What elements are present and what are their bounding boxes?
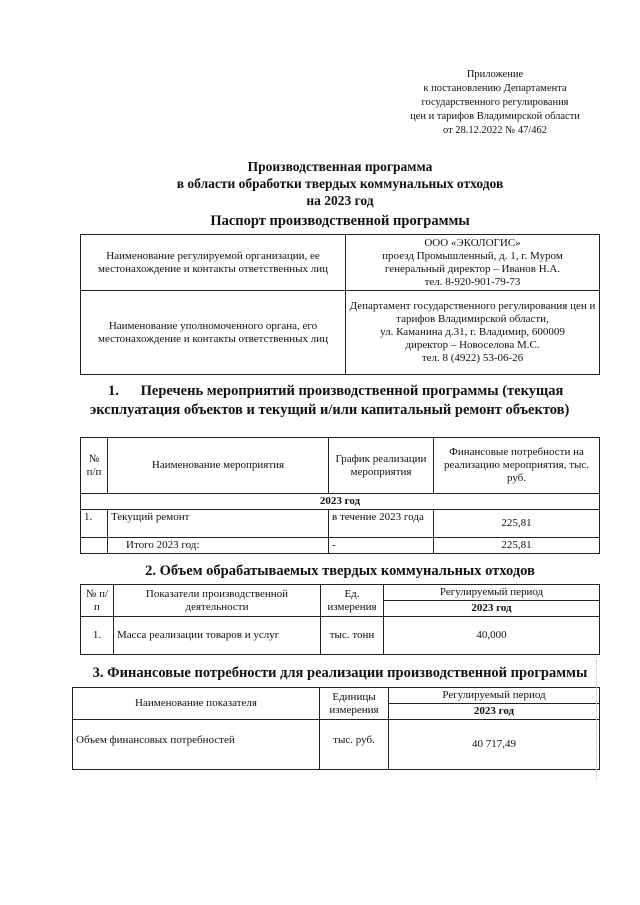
cell-num: 1.: [81, 617, 114, 655]
header-unit: Единицы измерения: [320, 688, 389, 720]
header-num: № п/п: [81, 438, 108, 494]
header-period: Регулируемый период: [384, 585, 600, 601]
passport-label: Наименование регулируемой организации, ее местонахождение и контакты ответственных лиц: [81, 235, 346, 291]
total-label: Итого 2023 год:: [108, 538, 329, 554]
table-row: [81, 538, 600, 554]
header-indicator: Показатели производственной деятельности: [114, 585, 321, 617]
section3-heading: 3. Финансовые потребности для реализации производственной программы: [92, 665, 588, 681]
header-finance: Финансовые потребности на реализацию мероприятия, тыс. руб.: [434, 438, 600, 494]
cell-num: [81, 538, 108, 554]
section1-heading-line: эксплуатация объектов и текущий и/или капитальный ремонт объектов): [90, 402, 570, 418]
passport-value: [346, 235, 600, 291]
header-name: Наименование мероприятия: [108, 438, 329, 494]
measures-table: [80, 437, 600, 554]
title-line: в области обработки твердых коммунальных отходов: [176, 176, 504, 191]
cell-value: 225,81: [434, 510, 600, 538]
total-value: 225,81: [434, 538, 600, 554]
passport-value-line: генеральный директор – Иванов Н.А.: [384, 262, 561, 275]
document-title: [80, 158, 600, 209]
header-year: 2023 год: [384, 601, 600, 617]
header-num: № п/п: [81, 585, 114, 617]
passport-value: [346, 291, 600, 375]
table-row: [81, 510, 600, 538]
cell-name: Объем финансовых потребностей: [73, 720, 320, 770]
passport-value-line: проезд Промышленный, д. 1, г. Муром: [382, 249, 563, 262]
passport-value-line: ООО «ЭКОЛОГИС»: [424, 236, 521, 249]
cell-unit: тыс. тонн: [321, 617, 384, 655]
cell-indicator: Масса реализации товаров и услуг: [114, 617, 321, 655]
finance-table: [72, 687, 600, 770]
section1-heading: [90, 382, 590, 420]
passport-label: Наименование уполномоченного органа, его местонахождение и контакты ответственных лиц: [81, 291, 346, 375]
year-row: 2023 год: [81, 494, 600, 510]
passport-value-line: директор – Новоселова М.С.: [405, 339, 540, 351]
table-row: [81, 617, 600, 655]
table-row: [81, 585, 600, 601]
section2-heading: 2. Объем обрабатываемых твердых коммунальных отходов: [145, 563, 535, 579]
cell-unit: тыс. руб.: [320, 720, 389, 770]
passport-value-line: ул. Каманина д.31, г. Владимир, 600009: [380, 326, 565, 338]
table-row: [81, 438, 600, 494]
passport-heading: Паспорт производственной программы: [210, 213, 470, 229]
appendix-line: к постановлению Департамента: [423, 83, 567, 94]
scan-edge-line: [596, 660, 597, 780]
title-line: Производственная программа: [247, 159, 433, 174]
appendix-line: цен и тарифов Владимирской области: [410, 111, 580, 122]
header-schedule: График реализации мероприятия: [329, 438, 434, 494]
passport-table: [80, 234, 600, 375]
header-name: Наименование показателя: [73, 688, 320, 720]
total-schedule: -: [329, 538, 434, 554]
appendix-line: государственного регулирования: [421, 97, 569, 108]
table-row: [81, 291, 600, 375]
cell-value: 40,000: [384, 617, 600, 655]
volume-table: [80, 584, 600, 655]
header-period: Регулируемый период: [389, 688, 600, 704]
header-unit: Ед. измерения: [321, 585, 384, 617]
passport-value-line: тел. 8 (4922) 53-06-26: [421, 352, 524, 364]
appendix-block: [380, 68, 610, 138]
cell-schedule: в течение 2023 года: [329, 510, 434, 538]
cell-name: Текущий ремонт: [108, 510, 329, 538]
title-line: на 2023 год: [306, 193, 374, 208]
passport-value-line: тел. 8-920-901-79-73: [424, 275, 521, 288]
header-year: 2023 год: [389, 704, 600, 720]
table-row: [81, 494, 600, 510]
table-row: [81, 235, 600, 291]
section1-heading-line: 1. Перечень мероприятий производственной программы (текущая: [108, 383, 564, 399]
table-row: [73, 720, 600, 770]
cell-num: 1.: [81, 510, 108, 538]
cell-value: 40 717,49: [389, 720, 600, 770]
appendix-line: от 28.12.2022 № 47/462: [442, 125, 547, 136]
appendix-line: Приложение: [466, 69, 524, 80]
passport-value-line: Департамент государственного регулирования цен и тарифов Владимирской области,: [349, 300, 596, 325]
table-row: [73, 688, 600, 704]
